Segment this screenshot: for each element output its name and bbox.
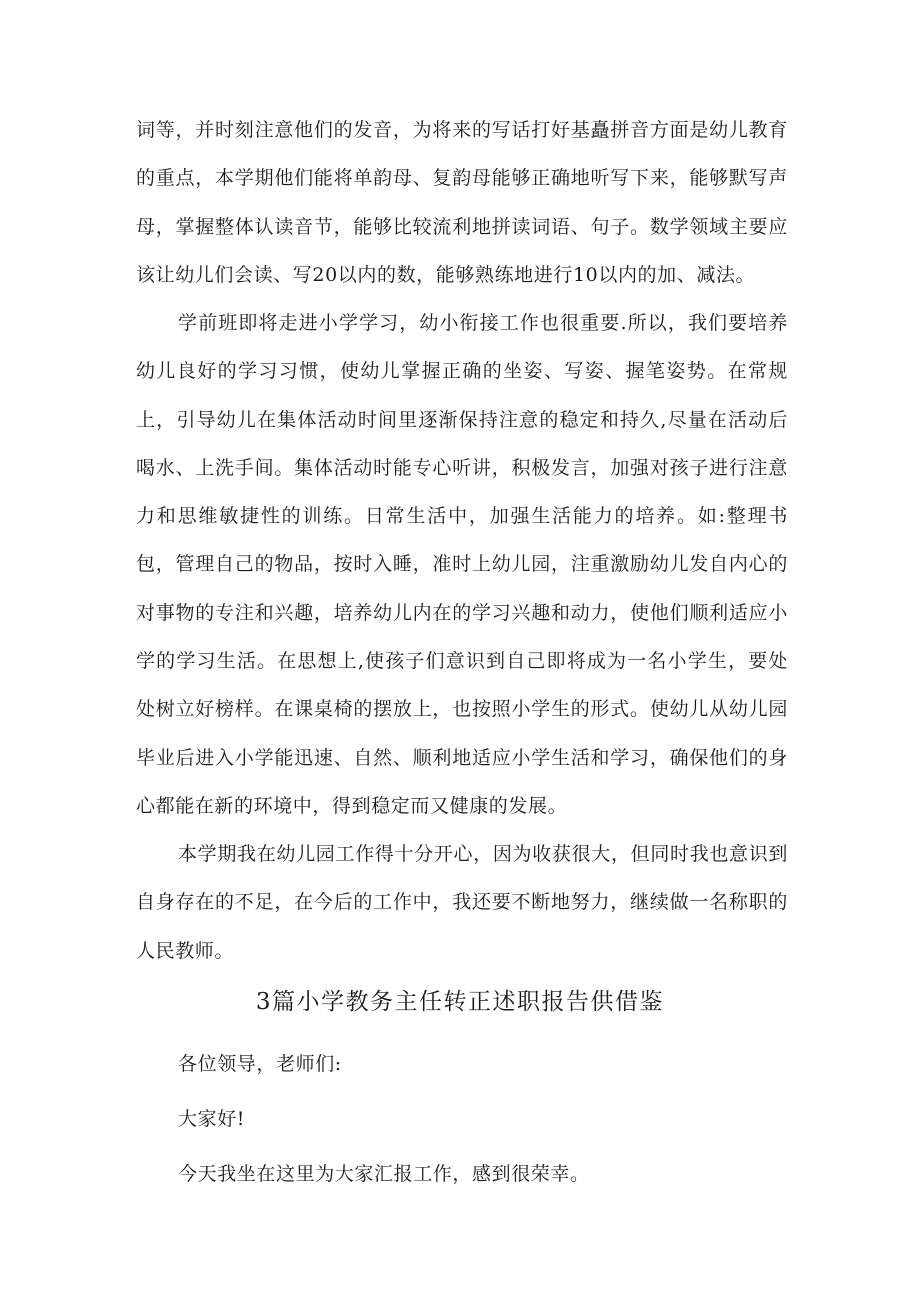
- intro-line: 今天我坐在这里为大家汇报工作，感到很荣幸。: [178, 1163, 590, 1185]
- greeting-line: 各位领导，老师们:: [178, 1053, 342, 1075]
- paragraph-2: 学前班即将走进小学学习，幼小衔接工作也很重要.所以，我们要培养幼儿良好的学习习惯，使幼儿掌握正确的坐姿、写姿、握笔姿势。在常规上，引导幼儿在集体活动时间里逐渐保持注意的稳定和持久,尽量在活动后喝水、上洗手间。集体活动时能专心听讲，积极发言，加强对孩子进行注意力和思维敏捷性的训练。日常生活中，加强生活能力的培养。如:整理书包，管理自己的物品，按时入睡，准时上幼儿园，注重激励幼儿发自内心的对事物的专注和兴趣，培养幼儿内在的学习兴趣和动力，使他们顺利适应小学的学习生活。在思想上,使孩子们意识到自己即将成为一名小学生，要处处树立好榜样。在课桌椅的摆放上，也按照小学生的形式。使幼儿从幼儿园毕业后进入小学能迅速、自然、顺利地适应小学生活和学习，确保他们的身心都能在新的环境中，得到稳定而又健康的发展。: [136, 312, 788, 817]
- paragraph-1: 词等，并时刻注意他们的发音，为将来的写话打好基矗拼音方面是幼儿教育的重点，本学期他们能将单韵母、复韵母能够正确地听写下来，能够默写声母，掌握整体认读音节，能够比较流利地拼读词语、句子。数学领域主要应该让幼儿们会读、写20以内的数，能够熟练地进行10以内的加、减法。: [136, 119, 788, 286]
- paragraph-3: 本学期我在幼儿园工作得十分开心，因为收获很大，但同时我也意识到自身存在的不足，在今后的工作中，我还要不断地努力，继续做一名称职的人民教师。: [136, 843, 788, 962]
- section-heading: 3篇小学教务主任转正述职报告供借鉴: [255, 989, 665, 1015]
- hello-line: 大家好!: [178, 1108, 246, 1130]
